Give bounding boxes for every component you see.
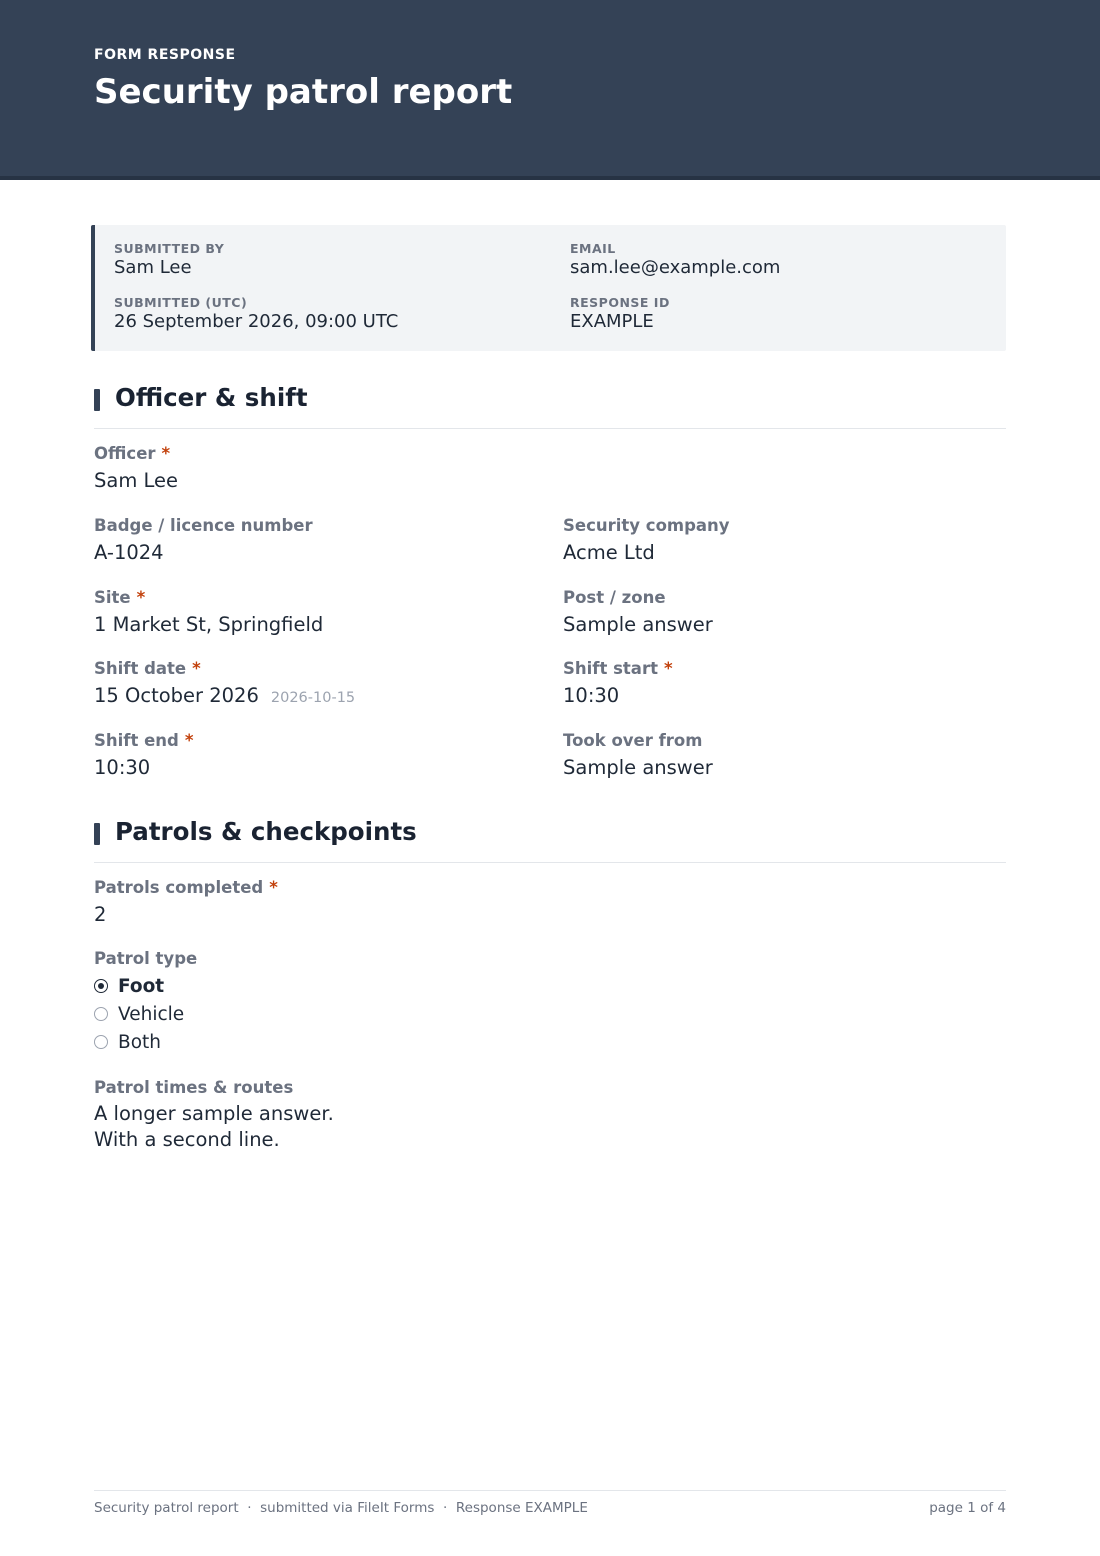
answer-line: A longer sample answer.	[94, 1102, 334, 1125]
field-value	[94, 1101, 334, 1153]
field-value: Sample answer	[563, 613, 713, 636]
field-officer	[94, 444, 178, 492]
section-heading-patrols-checkpoints	[94, 817, 1006, 863]
field-label: Post / zone	[563, 588, 666, 607]
required-marker: *	[663, 659, 673, 678]
iso-date: 2026-10-15	[270, 690, 356, 706]
field-value: 10:30	[563, 684, 620, 707]
field-value: Acme Ltd	[563, 541, 655, 564]
required-marker: *	[161, 444, 171, 463]
radio-option-both[interactable]	[94, 1028, 197, 1056]
field-shift-date	[94, 659, 355, 707]
field-label: Patrols completed *	[94, 878, 278, 897]
radio-empty-icon	[94, 1007, 108, 1021]
meta-value: 26 September 2026, 09:00 UTC	[114, 311, 399, 332]
meta-submitted-by	[114, 241, 224, 278]
field-value: Sample answer	[563, 756, 713, 779]
field-took-over-from	[563, 731, 713, 779]
submission-meta-box	[91, 225, 1006, 351]
section-heading-officer-shift	[94, 383, 1006, 429]
section-accent-bar	[94, 389, 100, 411]
section-accent-bar	[94, 823, 100, 845]
field-label: Took over from	[563, 731, 703, 750]
page-title: Security patrol report	[94, 72, 513, 112]
meta-label: SUBMITTED (UTC)	[114, 295, 248, 310]
required-marker: *	[269, 878, 278, 897]
field-label: Site *	[94, 588, 146, 607]
answer-line: With a second line.	[94, 1128, 280, 1151]
field-shift-end	[94, 731, 194, 779]
field-post-zone	[563, 588, 713, 636]
radio-group	[94, 972, 197, 1056]
field-value: 1 Market St, Springfield	[94, 613, 324, 636]
option-label: Both	[118, 1031, 161, 1053]
field-label: Security company	[563, 516, 730, 535]
option-label: Foot	[118, 975, 165, 997]
section-title: Patrols & checkpoints	[115, 817, 417, 846]
field-value: 2	[94, 903, 107, 926]
field-patrol-times-routes	[94, 1078, 334, 1153]
required-marker: *	[136, 588, 146, 607]
page-number: page 1 of 4	[929, 1500, 1006, 1516]
field-label: Patrol type	[94, 949, 198, 968]
field-value: 10:30	[94, 756, 151, 779]
field-patrols-completed	[94, 878, 278, 926]
radio-selected-icon	[94, 979, 108, 993]
radio-option-vehicle[interactable]	[94, 1000, 197, 1028]
field-badge	[94, 516, 313, 564]
meta-label: SUBMITTED BY	[114, 241, 225, 256]
required-marker: *	[184, 731, 194, 750]
meta-response-id	[570, 295, 670, 332]
meta-submitted-utc	[114, 295, 398, 332]
field-value: Sam Lee	[94, 469, 179, 492]
field-site	[94, 588, 323, 636]
radio-option-foot[interactable]	[94, 972, 197, 1000]
header-eyebrow: FORM RESPONSE	[94, 47, 236, 63]
section-title: Officer & shift	[115, 383, 308, 412]
field-label: Shift date *	[94, 659, 201, 678]
field-label: Patrol times & routes	[94, 1078, 294, 1097]
page-header	[0, 0, 1100, 180]
field-label: Officer *	[94, 444, 171, 463]
field-company	[563, 516, 730, 564]
radio-empty-icon	[94, 1035, 108, 1049]
meta-value: sam.lee@example.com	[570, 257, 781, 278]
page-footer	[94, 1490, 1006, 1521]
meta-label: RESPONSE ID	[570, 295, 670, 310]
required-marker: *	[192, 659, 201, 678]
field-label: Shift end *	[94, 731, 194, 750]
field-value: 15 October 2026 2026-10-15	[94, 684, 356, 707]
meta-value: EXAMPLE	[570, 311, 654, 332]
field-shift-start	[563, 659, 673, 707]
field-label: Shift start *	[563, 659, 673, 678]
meta-email	[570, 241, 780, 278]
footer-text: Security patrol report · submitted via FileIt Forms · Response EXAMPLE	[94, 1500, 588, 1516]
meta-value: Sam Lee	[114, 257, 192, 278]
field-label: Badge / licence number	[94, 516, 313, 535]
meta-label: EMAIL	[570, 241, 616, 256]
field-value: A-1024	[94, 541, 164, 564]
option-label: Vehicle	[118, 1003, 185, 1025]
field-patrol-type	[94, 949, 197, 1056]
